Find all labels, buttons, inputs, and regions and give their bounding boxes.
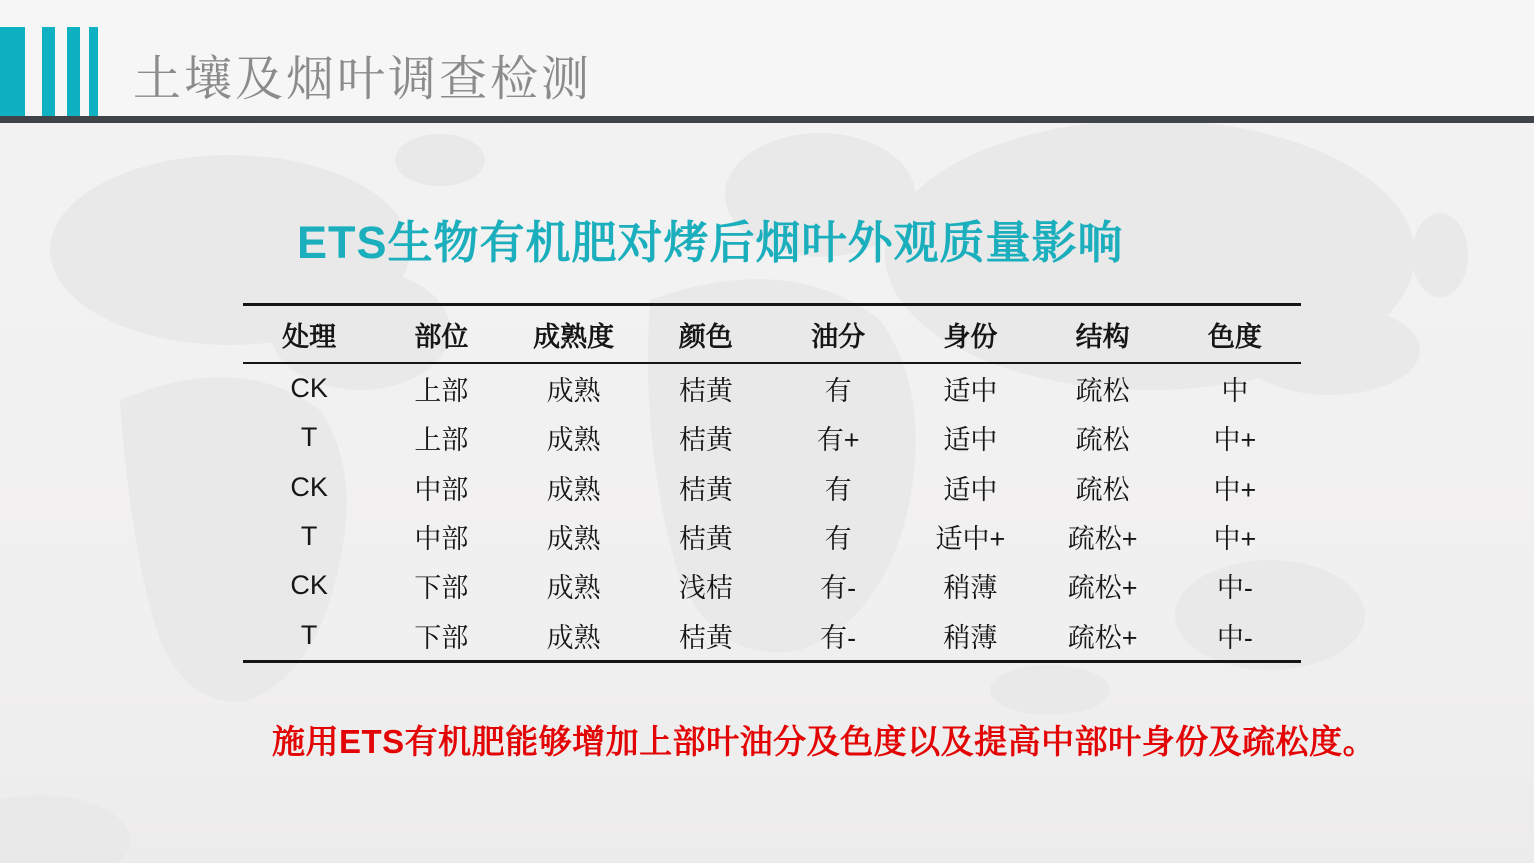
table-cell: 疏松 (1075, 376, 1130, 407)
table-cell: 适中+ (935, 524, 1006, 555)
conclusion-text: 施用ETS有机肥能够增加上部叶油分及色度以及提高中部叶身份及疏松度。 (272, 723, 1377, 760)
main-title: ETS生物有机肥对烤后烟叶外观质量影响 (297, 217, 1124, 268)
table-cell: 成熟 (546, 376, 601, 407)
table-row (243, 610, 1301, 659)
header-accent-bar-2 (42, 27, 55, 116)
table-cell: CK (290, 373, 328, 404)
table-cell: 稍薄 (943, 622, 998, 653)
table-cell: 适中 (943, 376, 998, 407)
table-cell: 中部 (414, 524, 469, 555)
table-row (243, 364, 1301, 413)
table-cell: 中 (1221, 376, 1249, 407)
table-cell: 疏松+ (1067, 573, 1138, 604)
table-cell: 有 (824, 524, 852, 555)
table-cell: 稍薄 (943, 573, 998, 604)
table-cell: 疏松 (1075, 474, 1130, 505)
table-cell: 成熟 (546, 573, 601, 604)
header-divider (0, 116, 1534, 123)
table-cell: 中+ (1213, 474, 1257, 505)
table-cell: 疏松+ (1067, 622, 1138, 653)
table-cell: 桔黄 (678, 474, 733, 505)
table-body (243, 364, 1301, 660)
header-accent-bar-4 (89, 27, 98, 116)
table-cell: 疏松+ (1067, 524, 1138, 555)
table-cell: 中- (1216, 622, 1253, 653)
table-header-cell: 油分 (811, 321, 866, 352)
appearance-quality-table (243, 303, 1301, 663)
table-header-cell: 结构 (1075, 321, 1130, 352)
table-cell: T (300, 619, 318, 650)
table-cell: 桔黄 (678, 425, 733, 456)
table-header-cell: 身份 (943, 321, 998, 352)
table-cell: 中- (1216, 573, 1253, 604)
table-cell: 有 (824, 474, 852, 505)
table-cell: T (300, 521, 318, 552)
table-header-cell: 成熟度 (533, 321, 615, 352)
table-cell: 桔黄 (678, 622, 733, 653)
table-cell: CK (290, 570, 328, 601)
table-cell: 成熟 (546, 425, 601, 456)
table-cell: 中+ (1213, 425, 1257, 456)
table-header-cell: 部位 (414, 321, 469, 352)
header-accent-bar-3 (67, 27, 80, 116)
header-title: 土壤及烟叶调查检测 (133, 53, 593, 106)
table-cell: 中+ (1213, 524, 1257, 555)
table-cell: 下部 (414, 573, 469, 604)
table-cell: 疏松 (1075, 425, 1130, 456)
table-row (243, 463, 1301, 512)
table-cell: 桔黄 (678, 376, 733, 407)
table-cell: 有 (824, 376, 852, 407)
table-cell: 成熟 (546, 474, 601, 505)
table-cell: 适中 (943, 425, 998, 456)
table-header-cell: 处理 (282, 321, 337, 352)
table-cell: 浅桔 (678, 573, 733, 604)
table-row (243, 413, 1301, 462)
table-header-row (243, 306, 1301, 364)
table-cell: 成熟 (546, 622, 601, 653)
table-cell: 有+ (816, 425, 860, 456)
table-cell: 下部 (414, 622, 469, 653)
header-accent-bar-1 (0, 27, 25, 116)
table-row (243, 561, 1301, 610)
table-cell: CK (290, 471, 328, 502)
table-cell: 成熟 (546, 524, 601, 555)
table-cell: 中部 (414, 474, 469, 505)
table-cell: 有- (820, 622, 857, 653)
table-cell: 适中 (943, 474, 998, 505)
table-cell: T (300, 422, 318, 453)
table-cell: 有- (820, 573, 857, 604)
table-row (243, 512, 1301, 561)
table-cell: 上部 (414, 425, 469, 456)
table-header-cell: 颜色 (678, 321, 733, 352)
table-header-cell: 色度 (1207, 321, 1262, 352)
table-cell: 桔黄 (678, 524, 733, 555)
table-cell: 上部 (414, 376, 469, 407)
